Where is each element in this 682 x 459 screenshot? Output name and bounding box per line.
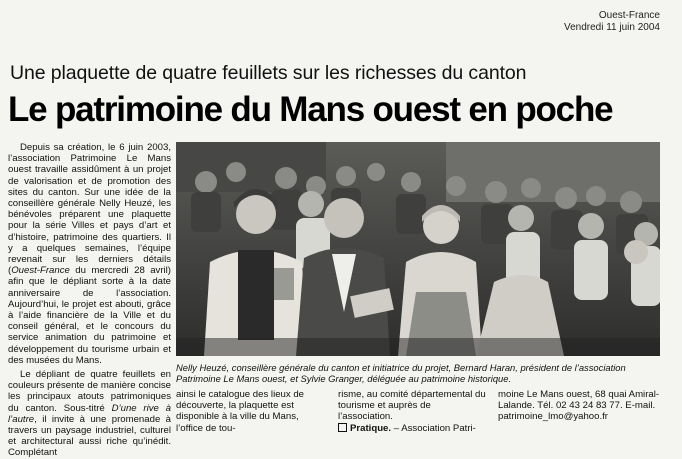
p2-text: Le dépliant de quatre feuillets en couleurs présente de manière concise les principaux atouts patrimoniques du canton. Sous-titré: [8, 369, 171, 414]
square-bullet-icon: [338, 423, 347, 432]
publication-date: Vendredi 11 juin 2004: [563, 22, 660, 33]
p2-text-end: , il invite à une promenade à travers un paysage industriel, culturel et architectural aussi riche qu’inédit. Complétant: [8, 413, 171, 459]
body-column-1: [8, 142, 171, 459]
photo-caption: Nelly Heuzé, conseillère générale du canton et initiatrice du projet, Bernard Haran, président de l’association Patrimoine Le Mans ouest, et Sylvie Granger, déléguée au patrimoine historique.: [176, 362, 626, 385]
kicker: Une plaquette de quatre feuillets sur les richesses du canton: [10, 62, 527, 84]
body-column-2: ainsi le catalogue des lieux de découverte, la plaquette est disponible à la ville du Mans, l’office de tou-: [176, 389, 305, 434]
audience-photo-illustration: [176, 142, 660, 356]
news-photo: [176, 142, 660, 356]
p1-text-end: du mercredi 28 avril) afin que le dépliant sorte à la date anniversaire de l’association. Aujourd’hui, le projet est abouti, grâce à l’aide financière de la Ville et du conseil général, et le concours du service animation du patrimoine et développement du tourisme urbain et des musées du Mans.: [8, 265, 171, 366]
masthead: [564, 10, 660, 34]
body-paragraph-2: [8, 369, 171, 459]
pratique-label: Pratique.: [350, 422, 392, 434]
p1-text: Depuis sa création, le 6 juin 2003, l’association Patrimoine Le Mans ouest travaille assidûment à un projet de valorisation et de promotion des sites du canton. Sur une idée de la conseillère générale Nelly Heuzé, les bénévoles préparent une plaquette pour la série Villes et pays d’art et d’histoire, patrimoine des quartiers. Il y a quelques semaines, l’équipe revenait sur les derniers détails (: [8, 142, 171, 277]
headline: Le patrimoine du Mans ouest en poche: [8, 90, 613, 129]
body-paragraph-1: [8, 142, 171, 366]
body-column-3: [338, 389, 488, 434]
newspaper-name: Ouest-France: [598, 10, 660, 21]
p2-italic: D’une rive à l’autre: [8, 402, 171, 425]
body-column-4: moine Le Mans ouest, 68 quai Amiral-Lalande. Tél. 02 43 24 83 77. E-mail. patrimoine_lmo@yahoo.fr: [498, 389, 660, 423]
p1-italic: Ouest-France: [11, 265, 70, 277]
col3-text: risme, au comité départemental du tourisme et auprès de l’association.: [338, 389, 486, 423]
col3-text-end: – Association Patri-: [391, 422, 476, 434]
